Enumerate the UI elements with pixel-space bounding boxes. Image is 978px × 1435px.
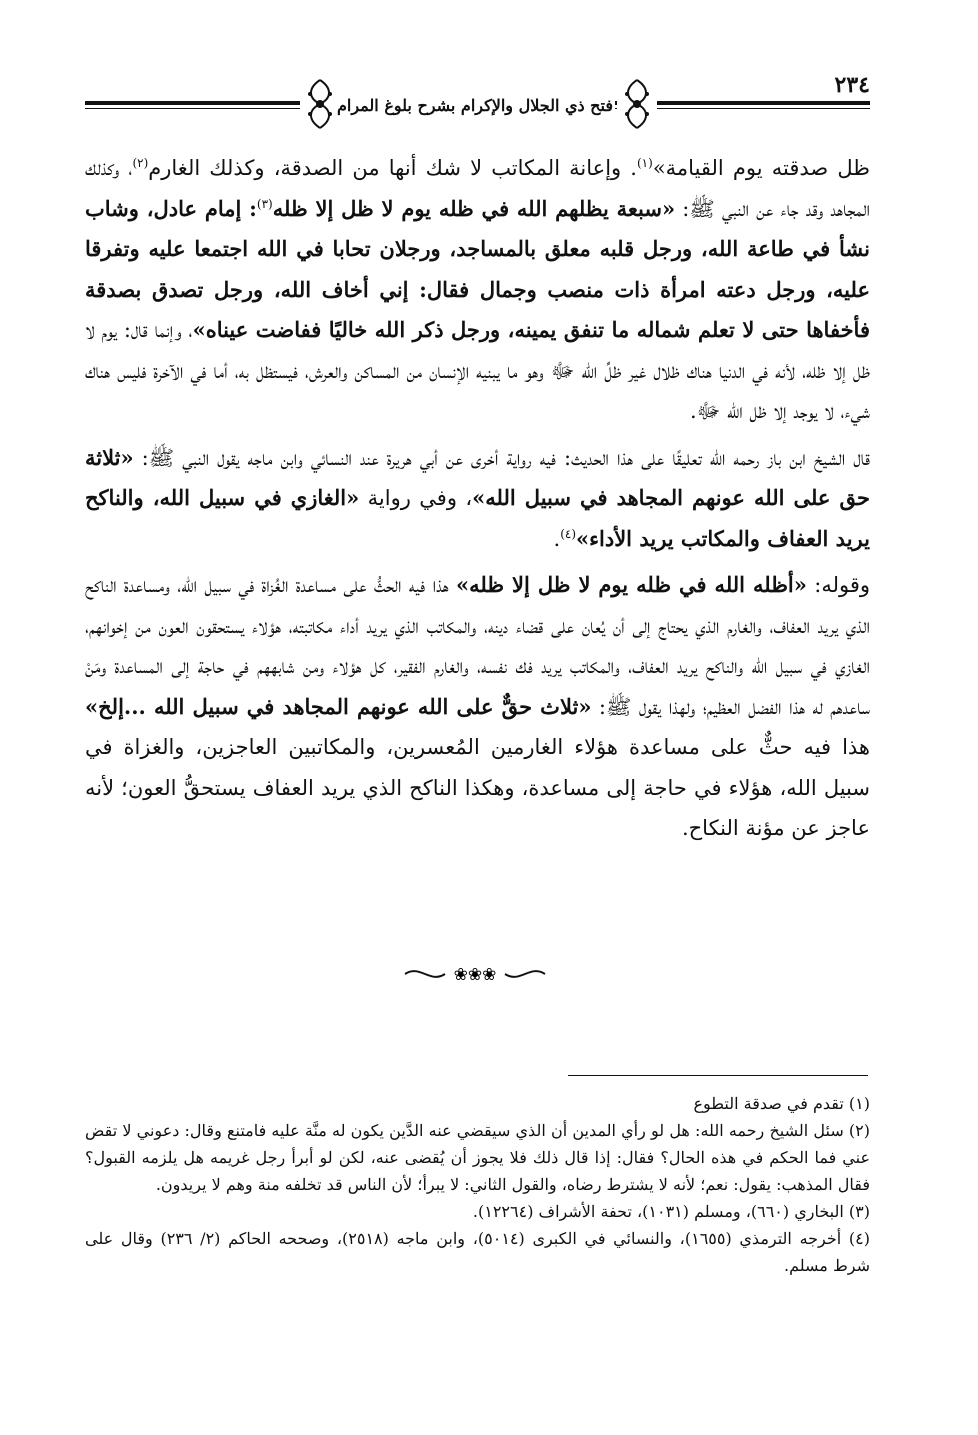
footnote-ref[interactable]: (٣) [256,196,273,211]
text-run: هذا فيه حثٌّ على مساعدة هؤلاء الغارمين المُعسرين، والمكاتبين العاجزين، والغزاة في سبيل الله، هؤلاء في حاجة إلى مساعدة، وهكذا الناكح الذي يريد العفاف يستحقُّ العون؛ لأنه عاجز عن مؤنة النكاح. [85,735,871,840]
paragraph-3 [85,565,870,849]
section-end-ornament [400,958,550,988]
header-ornament-left-icon [300,78,340,130]
text-run: وقوله: [806,573,871,597]
paragraph-2 [85,438,870,560]
footnote-separator [568,1075,868,1076]
footnote-3: (٣) البخاري (٦٦٠)، ومسلم (١٠٣١)، تحفة الأشراف (١٢٢٦٤). [472,1202,870,1221]
book-title: فتح ذي الجلال والإكرام بشرح بلوغ المرام [335,92,615,120]
quoted-text: «سبعة يظلهم الله في ظله يوم لا ظل إلا ظله [272,195,676,221]
text-run: ، وفي رواية [359,486,473,510]
text-run: هذا فيه الحثُّ على مساعدة الغُزاة في سبيل الله، ومساعدة الناكح الذي يريد العفاف، والغارم الذي يحتاج إلى أن يُعان على قضاء دينه، والمكاتب الذي يريد أداء مكاتبته، هؤلاء يستحقون العون من إخوانهم، الغازي في سبيل الله والناكح يريد العفاف، والمكاتب يريد فك نفسه، والغارم الفقير، كل هؤلاء ومن شابههم في حاجة إلى المساعدة ومَنْ ساعدهم له هذا الفضل العظيم؛ ولهذا يقول ﷺ: [85,573,870,719]
main-text [85,148,870,849]
text-run: ، وإنما قال: يوم لا ظل إلا ظله، لأنه في الدنيا هناك ظلال غير ظلِّ الله ﷻ وهو ما يبنيه الإنسان من المساكن والعرش، فيستظل به، أما في الآخرة فليس هناك شيء، لا يوجد إلا ظل الله ﷻ. [85,318,870,423]
footnote-1: (١) تقدم في صدقة التطوع [693,1094,870,1113]
quoted-text: : إمام عادل، وشاب نشأ في طاعة الله، ورجل قلبه معلق بالمساجد، ورجلان تحابا في الله اجتمعا عليه وتفرقا عليه، ورجل دعته امرأة ذات منصب وجمال فقال: إني أخاف الله، ورجل تصدق بصدقة فأخفاها حتى لا تعلم شماله ما تنفق يمينه، ورجل ذكر الله خاليًا ففاضت عيناه» [85,195,870,342]
quoted-text: «ثلاثة حق على الله عونهم المجاهد في سبيل الله» [85,444,870,510]
text-run: قال الشيخ ابن باز رحمه الله تعليقًا على هذا الحديث: فيه رواية أخرى عن أبي هريرة عند النسائي وابن ماجه يقول النبي ﷺ: [133,445,870,470]
footnote-4: (٤) أخرجه الترمذي (١٦٥٥)، والنسائي في الكبرى (٥٠١٤)، وابن ماجه (٢٥١٨)، وصححه الحاكم (٢/ ٢٣٦) وقال على شرط مسلم. [85,1229,871,1275]
text-run: ظل صدقته يوم القيامة» [652,156,870,180]
quoted-text: «أظله الله في ظله يوم لا ظل إلا ظله» [456,572,807,597]
footnote-ref[interactable]: (١) [636,156,653,170]
ornament-flowers: ❀❀❀ [453,965,497,985]
quoted-text: «الغازي في سبيل الله، والناكح يريد العفاف والمكاتب يريد الأداء» [85,485,870,551]
text-run: ، وكذلك المجاهد وقد جاء عن النبي ﷺ: [85,156,871,221]
page-number: ٢٣٤ [829,72,870,98]
footnote-ref[interactable]: (٢) [132,156,149,170]
footnotes [85,1090,870,1279]
text-run: . [553,526,561,551]
header-ornament-right-icon [617,78,657,130]
paragraph-1 [85,148,870,432]
quoted-text: «ثلاث حقٌّ على الله عونهم المجاهد في سبيل الله ...إلخ» [85,693,592,719]
footnote-ref[interactable]: (٤) [560,526,577,541]
page-header [85,70,870,138]
text-run: . وإعانة المكاتب لا شك أنها من الصدقة، وكذلك الغارم [148,156,637,180]
footnote-2: (٢) سئل الشيخ رحمه الله: هل لو رأي المدين أن الذي سيقضي عنه الدَّين يكون له منَّة عليه فامتنع وقال: دعوني لا تقض عني فما الحكم في هذه الحال؟ فقال: إذا قال ذلك فلا يجوز أن يُقضى عنه، لكن لو أبرأ رجل غريمه هل يلزمه القبول؟ فقال المذهب: يقول: نعم؛ لأنه لا يشترط رضاه، والقول الثاني: لا يبرأ؛ لأن الناس قد تخلفه منة وهم لا يريدون. [85,1121,870,1194]
